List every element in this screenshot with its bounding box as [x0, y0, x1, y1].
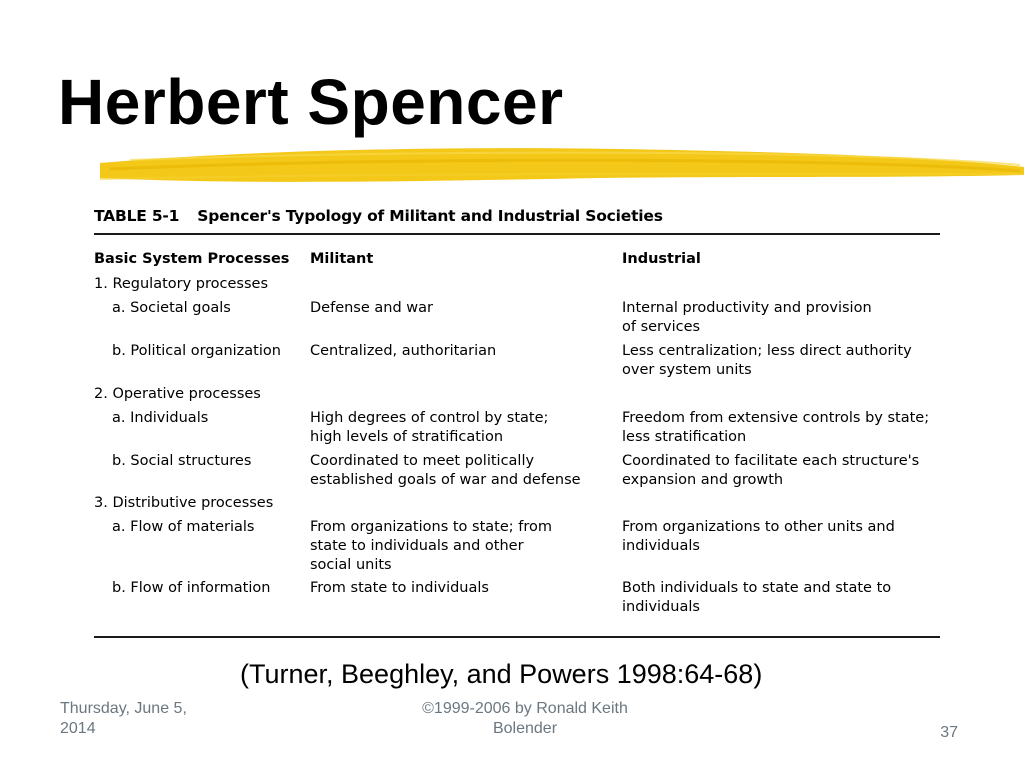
- table-top-rule: [94, 233, 940, 235]
- process-label: b. Social structures: [112, 453, 252, 469]
- process-group-label: 2. Operative processes: [94, 386, 261, 402]
- column-header-militant: Militant: [310, 251, 374, 267]
- process-label: b. Flow of information: [112, 580, 271, 596]
- table-caption-text: Spencer's Typology of Militant and Industrial Societies: [197, 207, 663, 225]
- footer-page-number: 37: [940, 724, 958, 741]
- citation: (Turner, Beeghley, and Powers 1998:64-68): [240, 659, 763, 689]
- process-group-label: 1. Regulatory processes: [94, 276, 268, 292]
- table-caption: [94, 207, 663, 226]
- process-label: a. Societal goals: [112, 300, 231, 316]
- industrial-cell: Both individuals to state and state to individuals: [622, 580, 892, 615]
- slide-title: Herbert Spencer: [58, 66, 564, 138]
- column-header-industrial: Industrial: [622, 251, 701, 267]
- table-label: TABLE 5-1: [94, 207, 180, 225]
- industrial-cell: Coordinated to facilitate each structure's expansion and growth: [622, 453, 920, 488]
- militant-cell: Defense and war: [310, 300, 433, 316]
- industrial-cell: From organizations to other units and individuals: [622, 519, 895, 554]
- title-underline-brushstroke: [100, 145, 1024, 190]
- table-bottom-rule: [94, 636, 940, 638]
- footer-copyright: ©1999-2006 by Ronald Keith Bolender: [422, 700, 628, 737]
- militant-cell: Centralized, authoritarian: [310, 343, 497, 359]
- process-label: a. Individuals: [112, 410, 209, 426]
- militant-cell: High degrees of control by state; high levels of stratification: [310, 410, 549, 445]
- militant-cell: Coordinated to meet politically established goals of war and defense: [310, 453, 581, 488]
- militant-cell: From state to individuals: [310, 580, 489, 596]
- process-group-label: 3. Distributive processes: [94, 495, 274, 511]
- footer-date: Thursday, June 5, 2014: [60, 700, 187, 737]
- typology-table: [94, 203, 942, 641]
- industrial-cell: Less centralization; less direct authority over system units: [622, 343, 912, 378]
- industrial-cell: Freedom from extensive controls by state; less stratification: [622, 410, 930, 445]
- process-label: a. Flow of materials: [112, 519, 255, 535]
- militant-cell: From organizations to state; from state to individuals and other social units: [310, 519, 552, 573]
- industrial-cell: Internal productivity and provision of services: [622, 300, 872, 335]
- column-header-processes: Basic System Processes: [94, 251, 290, 267]
- process-label: b. Political organization: [112, 343, 281, 359]
